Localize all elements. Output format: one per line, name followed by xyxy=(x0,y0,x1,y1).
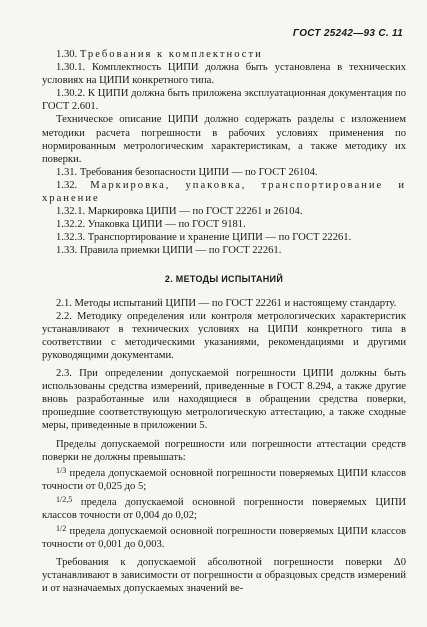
paragraph-1-30 xyxy=(42,48,406,61)
fraction: 1/2 xyxy=(56,524,67,534)
limit-text: предела допускаемой основной погрешности поверяемых ЦИПИ классов точности от 0,001 до 0,003. xyxy=(42,526,406,551)
paragraph-1-33: 1.33. Правила приемки ЦИПИ — по ГОСТ 22261. xyxy=(56,245,282,257)
paragraph-1-31: 1.31. Требования безопасности ЦИПИ — по ГОСТ 26104. xyxy=(56,166,318,178)
limit-text: предела допускаемой основной погрешности поверяемых ЦИПИ классов точности от 0,004 до 0,02; xyxy=(42,496,406,521)
paragraph-1-30-2: 1.30.2. К ЦИПИ должна быть приложена эксплуатационная документация по ГОСТ 2.601. xyxy=(42,88,406,113)
clause-number: 1.32. xyxy=(56,179,78,191)
limit-text: предела допускаемой основной погрешности поверяемых ЦИПИ классов точности от 0,025 до 5; xyxy=(42,467,406,492)
fraction: 1/3 xyxy=(56,465,67,475)
clause-title: Маркировка, упаковка, транспортирование и хранение xyxy=(42,179,406,205)
clause-title: Требования к комплектности xyxy=(79,49,263,60)
paragraph-1-32-3: 1.32.3. Транспортирование и хранение ЦИПИ — по ГОСТ 22261. xyxy=(56,232,352,244)
paragraph-final: Требования к допускаемой абсолютной погрешности поверки Δ0 устанавливают в зависимости от погрешности α образцовых средств измерений и от назначаемых допускаемых значений ве- xyxy=(42,557,406,595)
paragraph-tech-description: Техническое описание ЦИПИ должно содержать разделы с изложением методики расчета погрешности в рабочих условиях применения по нормированным метрологическим характеристикам, а также методику их поверки. xyxy=(42,114,406,165)
limit-item xyxy=(42,464,406,493)
paragraph-2-3: 2.3. При определении допускаемой погрешности ЦИПИ должны быть использованы средства измерений, приведенные в ГОСТ 8.294, а также другие вновь разработанные или находящиеся в обращении средства поверки, прошедшие соответствующую метрологическую аттестацию, а также сходные меры, приведенные в приложении 5. xyxy=(42,368,406,432)
paragraph-1-32-2: 1.32.2. Упаковка ЦИПИ — по ГОСТ 9181. xyxy=(56,219,246,231)
paragraph-1-32-1: 1.32.1. Маркировка ЦИПИ — по ГОСТ 22261 и 26104. xyxy=(56,206,303,218)
fraction: 1/2,5 xyxy=(56,494,73,504)
paragraph-1-30-1: 1.30.1. Комплектность ЦИПИ должна быть установлена в технических условиях на ЦИПИ конкретного типа. xyxy=(42,62,406,87)
clause-number: 1.30. xyxy=(56,49,78,60)
section-heading: 2. МЕТОДЫ ИСПЫТАНИЙ xyxy=(164,273,284,284)
paragraph-limits-intro: Пределы допускаемой погрешности или погрешности аттестации средств поверки не должны превышать: xyxy=(42,438,406,463)
limit-item xyxy=(42,493,406,522)
paragraph-2-1: 2.1. Методы испытаний ЦИПИ — по ГОСТ 22261 и настоящему стандарту. xyxy=(56,297,397,309)
paragraph-1-32 xyxy=(42,179,406,205)
limit-item xyxy=(42,522,406,551)
document-body xyxy=(42,48,406,596)
page-header: ГОСТ 25242—93 С. 11 xyxy=(292,28,403,39)
paragraph-2-2: 2.2. Методику определения или контроля метрологических характеристик устанавливают в технических условиях на ЦИПИ конкретного типа в соответствии с методическими указаниями, рекомендациями и другими руководящими документами. xyxy=(42,310,406,361)
